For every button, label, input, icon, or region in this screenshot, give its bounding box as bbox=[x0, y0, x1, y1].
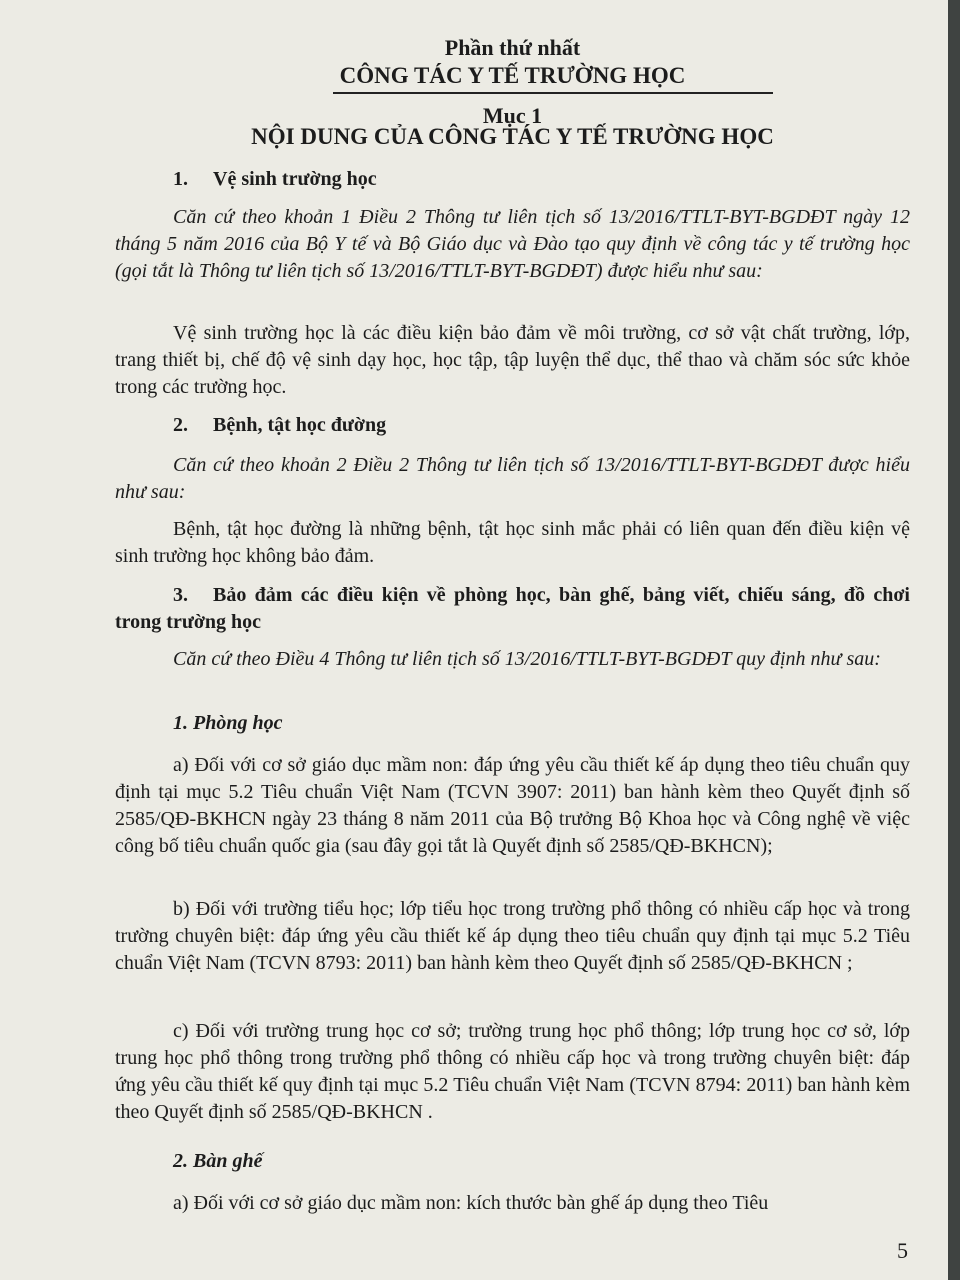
paragraph-phong-hoc-a: a) Đối với cơ sở giáo dục mầm non: đáp ứng yêu cầu thiết kế áp dụng theo tiêu chuẩn quy định tại mục 5.2 Tiêu chuẩn Việt Nam (TCVN 3907: 2011) ban hành kèm theo Quyết định số 2585/QĐ-BKHCN ngày 23 tháng 8 năm 2011 của Bộ trưởng Bộ Khoa học và Công nghệ về việc công bố tiêu chuẩn quốc gia (sau đây gọi tắt là Quyết định số 2585/QĐ-BKHCN); bbox=[115, 754, 910, 857]
heading-3 bbox=[115, 582, 910, 636]
page-number: 5 bbox=[897, 1238, 908, 1263]
adjacent-page-edge bbox=[948, 0, 960, 1280]
heading-number: 1. bbox=[173, 168, 188, 190]
section-title: NỘI DUNG CỦA CÔNG TÁC Y TẾ TRƯỜNG HỌC bbox=[251, 124, 774, 149]
paragraph-s1-basis: Căn cứ theo khoản 1 Điều 2 Thông tư liên tịch số 13/2016/TTLT-BYT-BGDĐT ngày 12 tháng 5 năm 2016 của Bộ Y tế và Bộ Giáo dục và Đào tạo quy định về công tác y tế trường học (gọi tắt là Thông tư liên tịch số 13/2016/TTLT-BYT-BGDĐT) được hiểu như sau: bbox=[115, 206, 910, 282]
main-title: CÔNG TÁC Y TẾ TRƯỜNG HỌC bbox=[339, 63, 686, 88]
heading-number: 2. bbox=[173, 414, 188, 436]
paragraph-phong-hoc-b: b) Đối với trường tiểu học; lớp tiểu học trong trường phổ thông có nhiều cấp học và trong trường chuyên biệt: đáp ứng yêu cầu thiết kế áp dụng theo tiêu chuẩn quy định tại mục 5.2 Tiêu chuẩn Việt Nam (TCVN 8793: 2011) ban hành kèm theo Quyết định số 2585/QĐ-BKHCN ; bbox=[115, 898, 910, 974]
subheading-ban-ghe: 2. Bàn ghế bbox=[173, 1150, 263, 1172]
paragraph-ban-ghe-a: a) Đối với cơ sở giáo dục mầm non: kích thước bàn ghế áp dụng theo Tiêu bbox=[173, 1192, 769, 1214]
paragraph-s3-basis: Căn cứ theo Điều 4 Thông tư liên tịch số 13/2016/TTLT-BYT-BGDĐT quy định như sau: bbox=[173, 648, 881, 670]
heading-text: Bệnh, tật học đường bbox=[213, 414, 387, 436]
paragraph-s2-body: Bệnh, tật học đường là những bệnh, tật học sinh mắc phải có liên quan đến điều kiện vệ sinh trường học không bảo đảm. bbox=[115, 518, 910, 567]
subheading-phong-hoc: 1. Phòng học bbox=[173, 712, 283, 734]
paragraph-s2-basis: Căn cứ theo khoản 2 Điều 2 Thông tư liên tịch số 13/2016/TTLT-BYT-BGDĐT được hiểu như sau: bbox=[115, 454, 910, 503]
paragraph-s1-body: Vệ sinh trường học là các điều kiện bảo đảm về môi trường, cơ sở vật chất trường, lớp, trang thiết bị, chế độ vệ sinh dạy học, học tập, tập luyện thể dục, thể thao và chăm sóc sức khỏe trong các trường học. bbox=[115, 322, 910, 398]
paragraph-phong-hoc-c: c) Đối với trường trung học cơ sở; trường trung học phổ thông; lớp trung học cơ sở, lớp trung học phổ thông trong trường phổ thông có nhiều cấp học và trong trường chuyên biệt: đáp ứng yêu cầu thiết kế quy định tại mục 5.2 Tiêu chuẩn Việt Nam (TCVN 8794: 2011) ban hành kèm theo Quyết định số 2585/QĐ-BKHCN . bbox=[115, 1020, 910, 1123]
title-underline bbox=[333, 92, 773, 94]
heading-number: 3. bbox=[173, 584, 188, 606]
heading-text: Bảo đảm các điều kiện về phòng học, bàn ghế, bảng viết, chiếu sáng, đồ chơi trong trường học bbox=[115, 584, 910, 633]
heading-2 bbox=[115, 412, 948, 439]
heading-text: Vệ sinh trường học bbox=[213, 168, 377, 190]
section-label: Mục 1 bbox=[482, 103, 543, 128]
heading-1 bbox=[115, 166, 948, 193]
part-title: Phần thứ nhất bbox=[444, 35, 581, 60]
